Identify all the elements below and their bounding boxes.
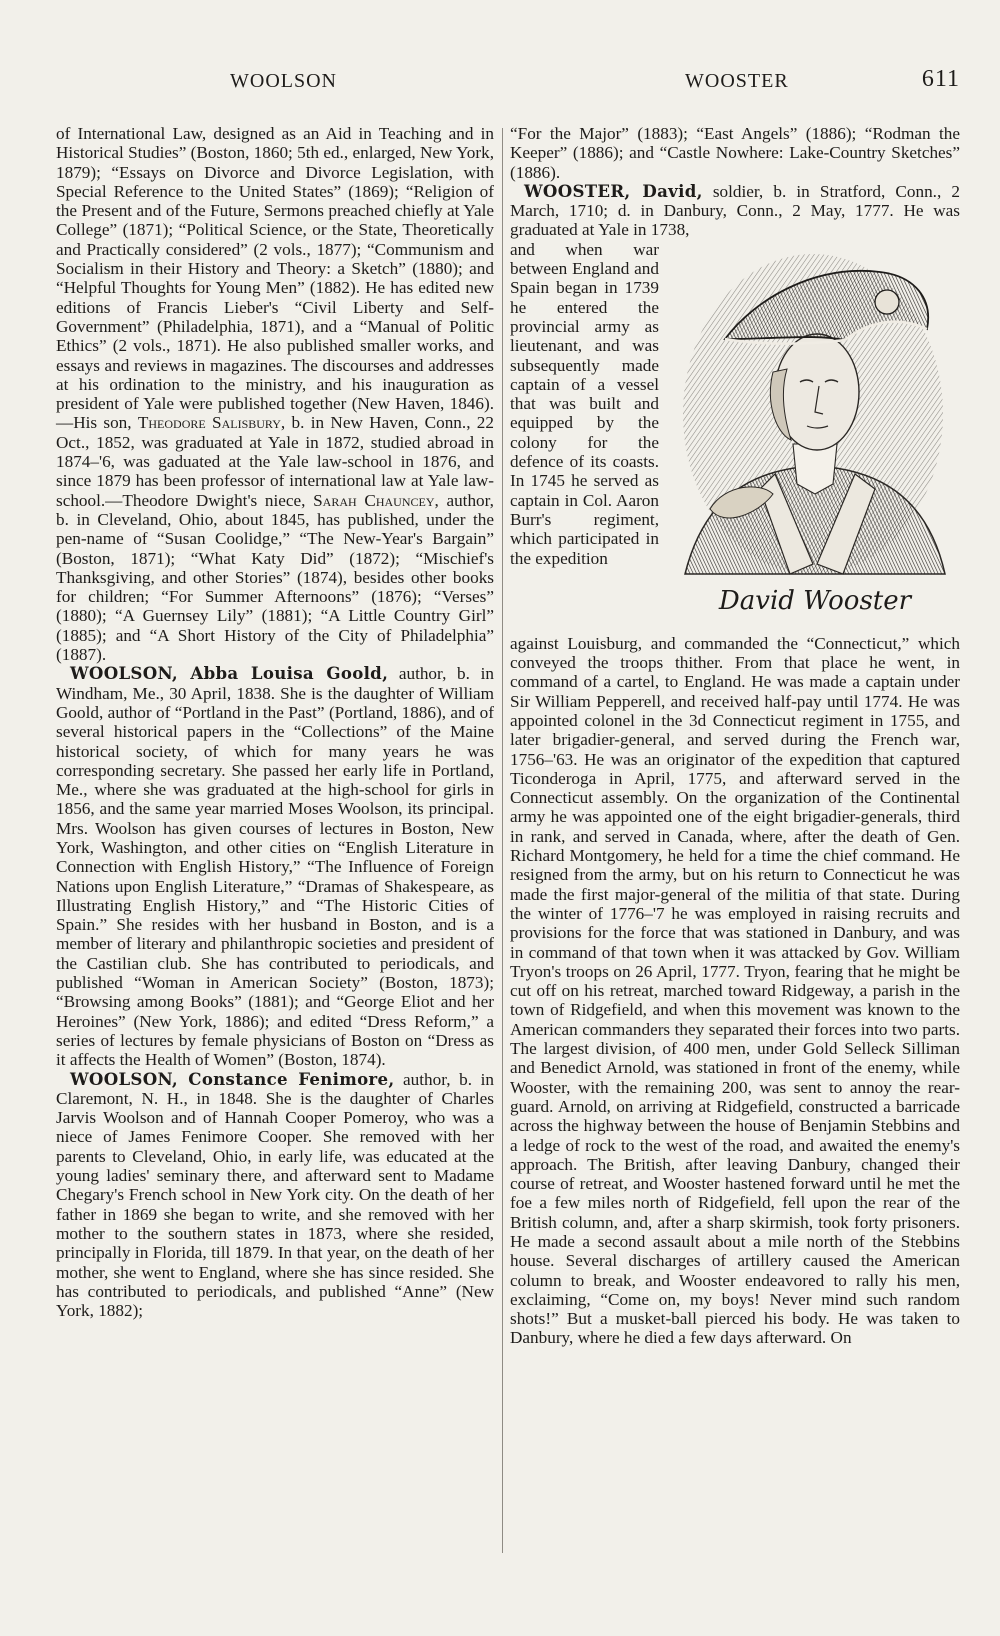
- running-head-right: WOOSTER: [685, 70, 789, 92]
- signature: David Wooster: [718, 585, 912, 616]
- entry-body: soldier, b. in Stratford, Conn., 2 March, 1710; d. in Danbury, Conn., 2 May, 1777. He was graduated at Yale in 1738,: [510, 181, 960, 240]
- entry-body-continued: against Louisburg, and commanded the “Connecticut,” which conveyed the troops thither. From that place he went, in command of a cartel, to England. He was made a captain under Sir William Pepperell, and received half-pay until 1774. He was appointed colonel in the 3d Connecticut regiment in 1755, and later brigadier-general, and served during the French war, 1756–'63. He was an originator of the expedition that captured Ticonderoga in April, 1775, and afterward served in the Connecticut assembly. On the organization of the Continental army he was appointed one of the eight brigadier-generals, third in rank, and served in Canada, where, after the death of Gen. Richard Montgomery, he held for a time the chief command. He resigned from the army, but on his return to Connecticut he was made the first major-general of the militia of that state. During the winter of 1776–'7 he was employed in raising recruits and provisions for the force that was stationed in Danbury, and was in command of that town when it was attacked by Gov. William Tryon's troops on 26 April, 1777. Tryon, fearing that he might be cut off on his retreat, marched toward Ridgeway, a parish in the town of Ridgefield, and when this movement was known to the American commanders they separated their forces into two parts. The largest division, of 400 men, under Gold Selleck Silliman and Benedict Arnold, was stationed in front of the enemy, while Wooster, with the remaining 200, was sent to annoy the rear-guard. Arnold, on arriving at Ridgefield, constructed a barricade across the highway between the house of Benjamin Stebbins and a ledge of rock to the west of the road, and awaited the enemy's approach. The British, after leaving Danbury, changed their course of retreat, and Wooster hastened forward until he met the foe a few miles north of Ridgefield, fell upon the rear of the British column, and, after a sharp skirmish, took forty prisoners. He made a second assault about a mile north of the Stebbins house. Several discharges of artillery caused the American column to break, and Wooster endeavored to rally his men, exclaiming, “Come on, my boys! Never mind such random shots!” But a musket-ball pierced his body. He was taken to Danbury, where he died a few days afterward. On: [510, 633, 960, 1348]
- entry-heading: WOOLSON, Abba Louisa Goold,: [70, 663, 389, 684]
- entry-david-wooster: [510, 182, 960, 240]
- entry-heading: WOOLSON, Constance Fenimore,: [70, 1068, 395, 1089]
- body-text: , b. in New Haven, Conn., 22 Oct., 1852, was graduated at Yale in 1872, studied abroad in 1874–'6, was gaduated at the Yale law-school in 1876, and since 1879 has been professor of international law at Yale law-school.—Theodore Dwight's niece,: [56, 413, 494, 510]
- running-head-left: WOOLSON: [230, 70, 337, 92]
- column-divider: [502, 128, 503, 1553]
- paragraph-woolson-continued: “For the Major” (1883); “East Angels” (1886); “Rodman the Keeper” (1886); and “Castle Nowhere: Lake-Country Sketches” (1886).: [510, 124, 960, 182]
- entry-body: author, b. in Windham, Me., 30 April, 1838. She is the daughter of William Goold, author of “Portland in the Past” (Portland, 1886), and of several historical papers in the “Collections” of the Maine historical society, of which for many years he was corresponding secretary. She passed her early life in Portland, Me., where she was graduated at the high-school for girls in 1856, and the same year married Moses Woolson, its principal. Mrs. Woolson has given courses of lectures in Boston, New York, Washington, and other cities on “English Literature in Connection with English History,” “The Influence of Foreign Nations upon English Literature,” “Dramas of Shakespeare, as Illustrating English History,” and “The Historic Cities of Spain.” She resides with her husband in Boston, and is a member of literary and philanthropic societies and president of the Castilian club. She has contributed to periodicals, and published “Woman in American Society” (Boston, 1873); “Browsing among Books” (1881); and “George Eliot and her Heroines” (New York, 1886); and edited “Dress Reform,” a series of lectures by female physicians of Boston on “Dress as it affects the Health of Women” (Boston, 1874).: [56, 664, 494, 1070]
- name-theodore-salisbury: Theodore Salisbury: [137, 413, 281, 433]
- name-sarah-chauncey: Sarah Chauncey: [313, 490, 435, 510]
- entry-body: author, b. in Claremont, N. H., in 1848. She is the daughter of Charles Jarvis Woolson and of Hannah Cooper Pomeroy, who was a niece of James Fenimore Cooper. She removed with her parents to Cleveland, Ohio, in early life, was educated at the young ladies' seminary there, and afterward sent to Madame Chegary's French school in New York city. On the death of her father in 1869 she began to write, and she removed with her mother to the southern states in 1873, where she resided, principally in Florida, till 1879. In that year, on the death of her mother, she went to England, where she has since resided. She has contributed to periodicals, and published “Anne” (New York, 1882);: [56, 1069, 494, 1321]
- portrait-engraving: [665, 244, 960, 634]
- body-text: of International Law, designed as an Aid in Teaching and in Historical Studies” (Boston, 1860; 5th ed., enlarged, New York, 1879); “Essays on Divorce and Divorce Legislation, with Special Reference to the United States” (1869); “Religion of the Present and of the Future, Sermons preached chiefly at Yale College” (1871); “Political Science, or the State, Theoretically and Practically considered” (2 vols., 1877); “Communism and Socialism in their History and Theory: a Sketch” (1880); and “Helpful Thoughts for Young Men” (1882). He has edited new editions of Francis Lieber's “Civil Liberty and Self-Government” (Philadelphia, 1871), and a “Manual of Politic Ethics” (2 vols., 1871). He also published smaller works, and essays and reviews in magazines. The discourses and addresses at his ordination to the ministry, and his inauguration as president of Yale were published together (New Haven, 1846).—His son,: [56, 124, 494, 433]
- entry-heading: WOOSTER, David,: [524, 180, 703, 201]
- entry-abba-woolson: [56, 664, 494, 1069]
- entry-constance-woolson: [56, 1070, 494, 1321]
- paragraph-woolsey-continued: [56, 124, 494, 664]
- body-text: , author, b. in Cleveland, Ohio, about 1845, has published, under the pen-name of “Susan Coolidge,” “The New-Year's Bargain” (Boston, 1871); “What Katy Did” (1872); “Mischief's Thanksgiving, and other Stories” (1874), besides other books for children; “For Summer Afternoons” (1876); “Verses” (1880); “A Guernsey Lily” (1881); “A Little Country Girl” (1885); and “A Short History of the City of Philadelphia” (1887).: [56, 490, 494, 665]
- left-column: [56, 124, 494, 1320]
- wrapped-text: and when war between England and Spain began in 1739 he entered the provincial army as lieutenant, and was subsequently made captain of a vessel that was built and equipped by the colony for the defence of its coasts. In 1745 he served as captain in Col. Aaron Burr's regiment, which participated in the expedition: [510, 239, 659, 568]
- right-column: [510, 124, 960, 1348]
- portrait-of-david-wooster: [665, 244, 960, 634]
- page-number: 611: [921, 66, 960, 92]
